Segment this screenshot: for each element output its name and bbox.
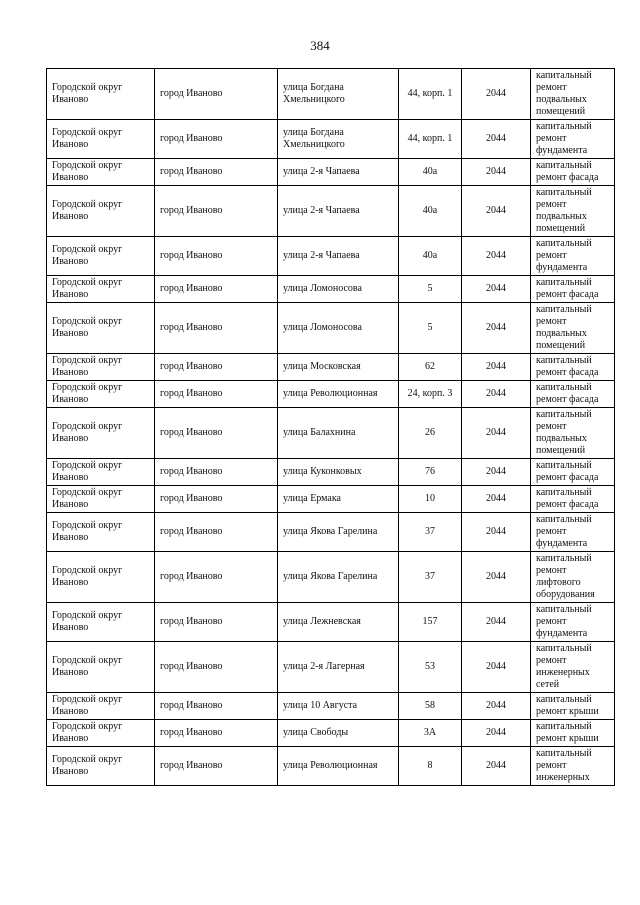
work-type-cell: капитальный ремонт подвальных помещений: [531, 303, 615, 354]
year-cell: 2044: [462, 408, 531, 459]
year-cell: 2044: [462, 237, 531, 276]
year-cell: 2044: [462, 720, 531, 747]
house-number-cell: 40а: [399, 237, 462, 276]
table-row: [47, 459, 615, 486]
work-type-cell: капитальный ремонт крыши: [531, 693, 615, 720]
house-number-cell: 5: [399, 276, 462, 303]
house-number-cell: 53: [399, 642, 462, 693]
house-number-cell: 58: [399, 693, 462, 720]
district-cell: Городской округ Иваново: [47, 408, 155, 459]
city-cell: город Иваново: [155, 120, 278, 159]
table-row: [47, 747, 615, 786]
house-number-cell: 44, корп. 1: [399, 120, 462, 159]
table-row: [47, 486, 615, 513]
year-cell: 2044: [462, 354, 531, 381]
district-cell: Городской округ Иваново: [47, 459, 155, 486]
year-cell: 2044: [462, 513, 531, 552]
work-type-cell: капитальный ремонт инженерных: [531, 747, 615, 786]
house-number-cell: 40а: [399, 186, 462, 237]
city-cell: город Иваново: [155, 552, 278, 603]
district-cell: Городской округ Иваново: [47, 237, 155, 276]
repair-schedule-table: [46, 68, 615, 786]
house-number-cell: 26: [399, 408, 462, 459]
house-number-cell: 5: [399, 303, 462, 354]
house-number-cell: 37: [399, 513, 462, 552]
work-type-cell: капитальный ремонт инженерных сетей: [531, 642, 615, 693]
city-cell: город Иваново: [155, 354, 278, 381]
district-cell: Городской округ Иваново: [47, 354, 155, 381]
district-cell: Городской округ Иваново: [47, 720, 155, 747]
work-type-cell: капитальный ремонт фундамента: [531, 603, 615, 642]
city-cell: город Иваново: [155, 159, 278, 186]
city-cell: город Иваново: [155, 186, 278, 237]
year-cell: 2044: [462, 642, 531, 693]
house-number-cell: 37: [399, 552, 462, 603]
table-row: [47, 276, 615, 303]
table-row: [47, 159, 615, 186]
district-cell: Городской округ Иваново: [47, 513, 155, 552]
city-cell: город Иваново: [155, 69, 278, 120]
house-number-cell: 44, корп. 1: [399, 69, 462, 120]
city-cell: город Иваново: [155, 381, 278, 408]
district-cell: Городской округ Иваново: [47, 693, 155, 720]
district-cell: Городской округ Иваново: [47, 120, 155, 159]
city-cell: город Иваново: [155, 276, 278, 303]
district-cell: Городской округ Иваново: [47, 186, 155, 237]
year-cell: 2044: [462, 747, 531, 786]
city-cell: город Иваново: [155, 720, 278, 747]
year-cell: 2044: [462, 186, 531, 237]
work-type-cell: капитальный ремонт лифтового оборудования: [531, 552, 615, 603]
work-type-cell: капитальный ремонт фундамента: [531, 513, 615, 552]
work-type-cell: капитальный ремонт фасада: [531, 381, 615, 408]
year-cell: 2044: [462, 693, 531, 720]
district-cell: Городской округ Иваново: [47, 159, 155, 186]
street-cell: улица Революционная: [278, 381, 399, 408]
work-type-cell: капитальный ремонт фасада: [531, 354, 615, 381]
district-cell: Городской округ Иваново: [47, 552, 155, 603]
house-number-cell: 10: [399, 486, 462, 513]
table-row: [47, 69, 615, 120]
work-type-cell: капитальный ремонт подвальных помещений: [531, 186, 615, 237]
work-type-cell: капитальный ремонт фундамента: [531, 237, 615, 276]
house-number-cell: 62: [399, 354, 462, 381]
street-cell: улица Якова Гарелина: [278, 513, 399, 552]
street-cell: улица Куконковых: [278, 459, 399, 486]
street-cell: улица Лежневская: [278, 603, 399, 642]
district-cell: Городской округ Иваново: [47, 381, 155, 408]
table-row: [47, 642, 615, 693]
house-number-cell: 40а: [399, 159, 462, 186]
street-cell: улица Богдана Хмельницкого: [278, 69, 399, 120]
city-cell: город Иваново: [155, 693, 278, 720]
street-cell: улица Московская: [278, 354, 399, 381]
house-number-cell: 157: [399, 603, 462, 642]
work-type-cell: капитальный ремонт фундамента: [531, 120, 615, 159]
work-type-cell: капитальный ремонт подвальных помещений: [531, 408, 615, 459]
street-cell: улица Богдана Хмельницкого: [278, 120, 399, 159]
district-cell: Городской округ Иваново: [47, 747, 155, 786]
street-cell: улица Ломоносова: [278, 303, 399, 354]
house-number-cell: 8: [399, 747, 462, 786]
house-number-cell: 3А: [399, 720, 462, 747]
year-cell: 2044: [462, 303, 531, 354]
city-cell: город Иваново: [155, 513, 278, 552]
house-number-cell: 76: [399, 459, 462, 486]
year-cell: 2044: [462, 486, 531, 513]
work-type-cell: капитальный ремонт фасада: [531, 159, 615, 186]
table-row: [47, 513, 615, 552]
table-row: [47, 237, 615, 276]
district-cell: Городской округ Иваново: [47, 642, 155, 693]
street-cell: улица Якова Гарелина: [278, 552, 399, 603]
table-row: [47, 408, 615, 459]
street-cell: улица Ломоносова: [278, 276, 399, 303]
street-cell: улица Свободы: [278, 720, 399, 747]
district-cell: Городской округ Иваново: [47, 69, 155, 120]
street-cell: улица 2-я Чапаева: [278, 159, 399, 186]
year-cell: 2044: [462, 603, 531, 642]
table-body: [47, 69, 615, 786]
work-type-cell: капитальный ремонт фасада: [531, 486, 615, 513]
street-cell: улица Революционная: [278, 747, 399, 786]
street-cell: улица Балахнина: [278, 408, 399, 459]
city-cell: город Иваново: [155, 459, 278, 486]
table-row: [47, 381, 615, 408]
district-cell: Городской округ Иваново: [47, 303, 155, 354]
year-cell: 2044: [462, 381, 531, 408]
table-row: [47, 120, 615, 159]
street-cell: улица 10 Августа: [278, 693, 399, 720]
work-type-cell: капитальный ремонт фасада: [531, 459, 615, 486]
house-number-cell: 24, корп. 3: [399, 381, 462, 408]
work-type-cell: капитальный ремонт подвальных помещений: [531, 69, 615, 120]
district-cell: Городской округ Иваново: [47, 486, 155, 513]
city-cell: город Иваново: [155, 303, 278, 354]
year-cell: 2044: [462, 459, 531, 486]
district-cell: Городской округ Иваново: [47, 276, 155, 303]
city-cell: город Иваново: [155, 237, 278, 276]
year-cell: 2044: [462, 159, 531, 186]
table-row: [47, 603, 615, 642]
table-row: [47, 693, 615, 720]
year-cell: 2044: [462, 69, 531, 120]
district-cell: Городской округ Иваново: [47, 603, 155, 642]
page-number: 384: [310, 38, 330, 53]
street-cell: улица Ермака: [278, 486, 399, 513]
street-cell: улица 2-я Чапаева: [278, 186, 399, 237]
street-cell: улица 2-я Лагерная: [278, 642, 399, 693]
work-type-cell: капитальный ремонт крыши: [531, 720, 615, 747]
year-cell: 2044: [462, 276, 531, 303]
table-row: [47, 354, 615, 381]
city-cell: город Иваново: [155, 747, 278, 786]
work-type-cell: капитальный ремонт фасада: [531, 276, 615, 303]
city-cell: город Иваново: [155, 486, 278, 513]
table-row: [47, 552, 615, 603]
city-cell: город Иваново: [155, 603, 278, 642]
table-row: [47, 720, 615, 747]
table-row: [47, 303, 615, 354]
table-row: [47, 186, 615, 237]
city-cell: город Иваново: [155, 642, 278, 693]
street-cell: улица 2-я Чапаева: [278, 237, 399, 276]
city-cell: город Иваново: [155, 408, 278, 459]
year-cell: 2044: [462, 120, 531, 159]
year-cell: 2044: [462, 552, 531, 603]
